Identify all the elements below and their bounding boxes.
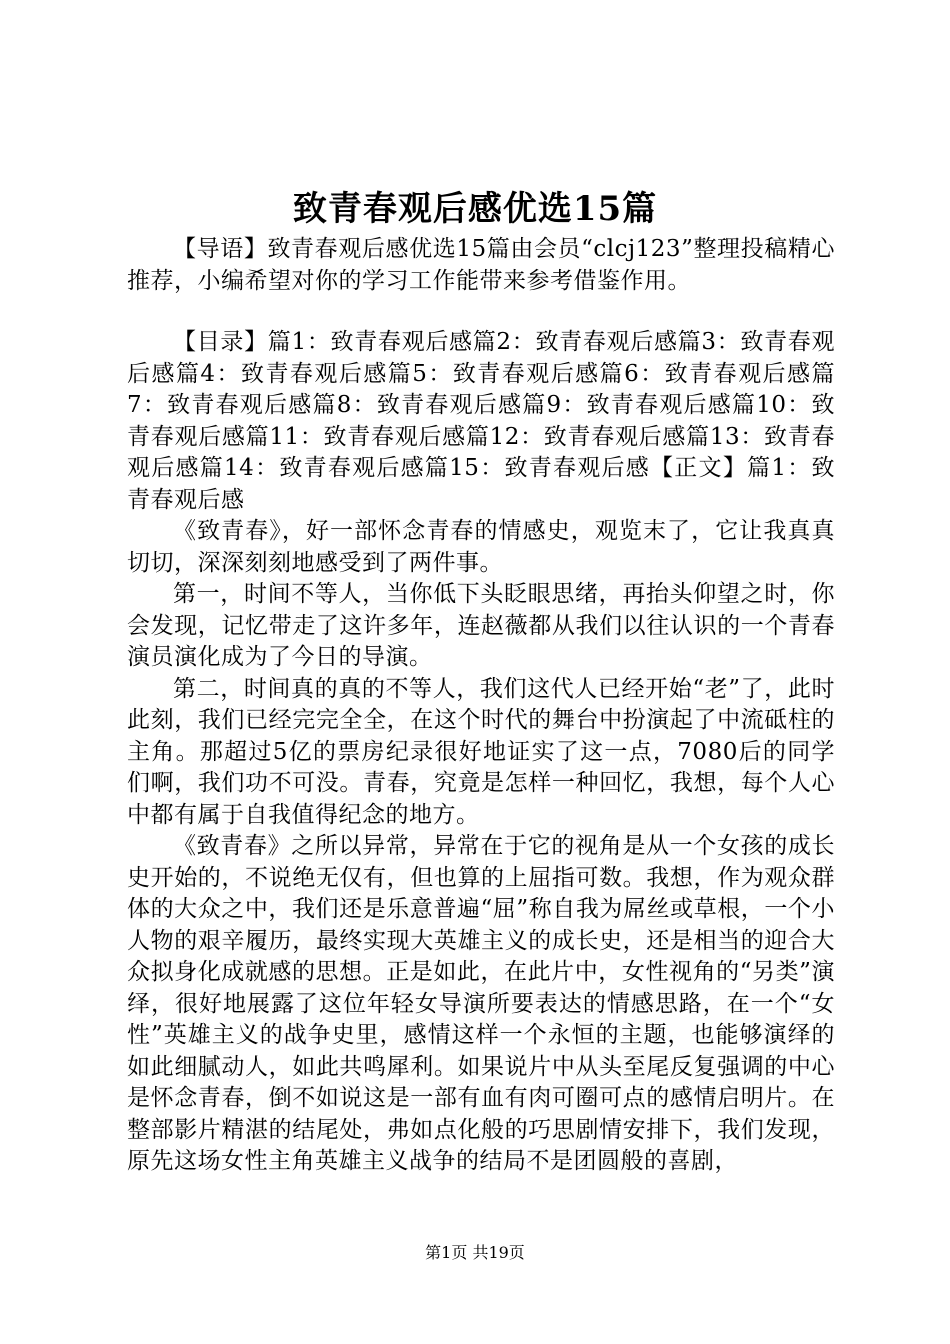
- document-body: [127, 234, 835, 1178]
- body-paragraph: 《致青春》之所以异常，异常在于它的视角是从一个女孩的成长史开始的，不说绝无仅有，但也算的上屈指可数。我想，作为观众群体的大众之中，我们还是乐意普遍“屈”称自我为屌丝或草根，一个小人物的艰辛履历，最终实现大英雄主义的成长史，还是相当的迎合大众拟身化成就感的思想。正是如此，在此片中，女性视角的“另类”演绎，很好地展露了这位年轻女导演所要表达的情感思路，在一个“女性”英雄主义的战争史里，感情这样一个永恒的主题，也能够演绎的如此细腻动人，如此共鸣犀利。如果说片中从头至尾反复强调的中心是怀念青春，倒不如说这是一部有血有肉可圈可点的感情启明片。在整部影片精湛的结尾处，弗如点化般的巧思剧情安排下，我们发现，原先这场女性主角英雄主义战争的结局不是团圆般的喜剧，: [127, 833, 835, 1174]
- page-footer: 第1页 共19页: [425, 1243, 525, 1262]
- body-paragraph: 《致青春》，好一部怀念青春的情感史，观览末了，它让我真真切切，深深刻刻地感受到了两件事。: [127, 518, 835, 576]
- table-of-contents: 【目录】篇1：致青春观后感篇2：致青春观后感篇3：致青春观后感篇4：致青春观后感篇5：致青春观后感篇6：致青春观后感篇7：致青春观后感篇8：致青春观后感篇9：致青春观后感篇10：致青春观后感篇11：致青春观后感篇12：致青春观后感篇13：致青春观后感篇14：致青春观后感篇15：致青春观后感【正文】篇1：致青春观后感: [127, 329, 835, 513]
- document-title: 致青春观后感优选15篇: [292, 189, 658, 229]
- body-paragraph: 第二，时间真的真的不等人，我们这代人已经开始“老”了，此时此刻，我们已经完完全全，在这个时代的舞台中扮演起了中流砥柱的主角。那超过5亿的票房纪录很好地证实了这一点，7080后的同学们啊，我们功不可没。青春，究竟是怎样一种回忆，我想，每个人心中都有属于自我值得纪念的地方。: [127, 675, 835, 828]
- intro-paragraph: 【导语】致青春观后感优选15篇由会员“clcj123”整理投稿精心推荐，小编希望对你的学习工作能带来参考借鉴作用。: [127, 236, 835, 294]
- body-paragraph: 第一，时间不等人，当你低下头眨眼思绪，再抬头仰望之时，你会发现，记忆带走了这许多年，连赵薇都从我们以往认识的一个青春演员演化成为了今日的导演。: [127, 581, 835, 670]
- paragraph-gap: [127, 297, 835, 327]
